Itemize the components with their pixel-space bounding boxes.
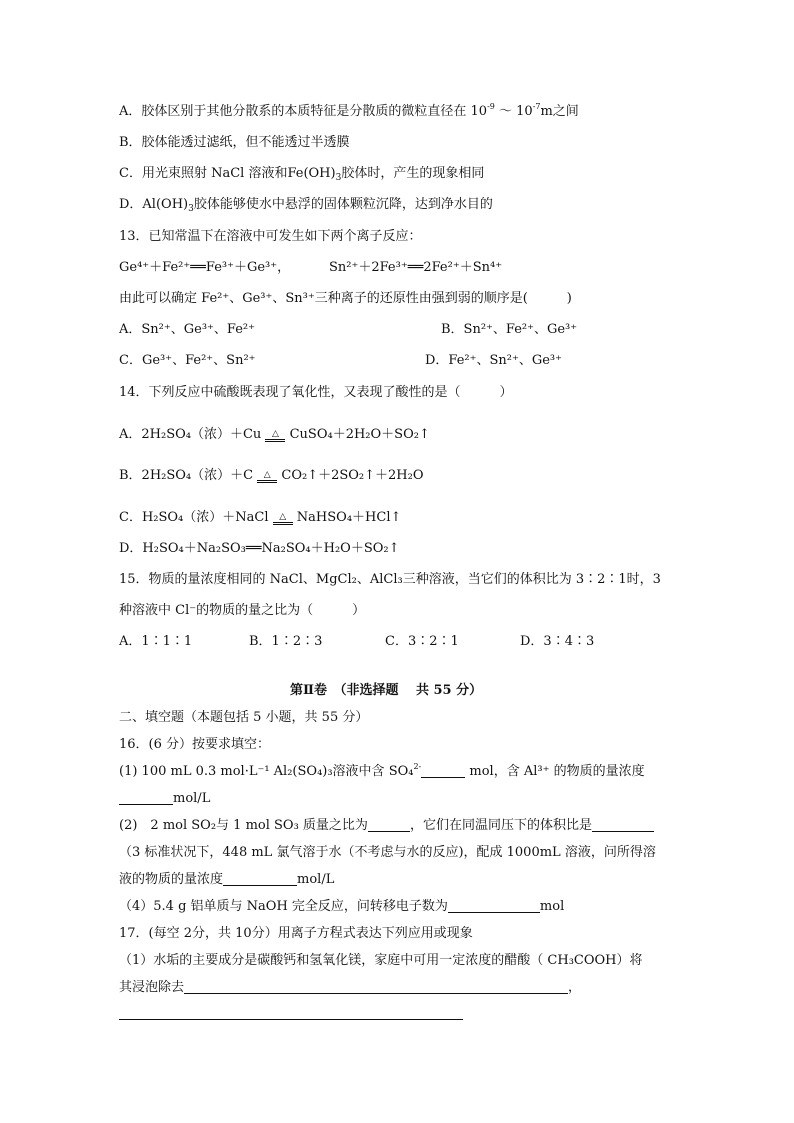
q17-part-1: （1）水垢的主要成分是碳酸钙和氢氧化镁，家庭中可用一定浓度的醋酸（ CH₃COOH）将: [119, 953, 643, 968]
q13-reaction-1: Ge⁴⁺＋Fe²⁺══Fe³⁺＋Ge³⁺，: [119, 260, 291, 275]
q14-option-c: C．H₂SO₄（浓）＋NaCl △ NaHSO₄＋HCl↑: [119, 510, 402, 525]
answer-blank[interactable]: [448, 898, 540, 913]
q13-option-c: C．Ge³⁺、Fe²⁺、Sn²⁺: [119, 353, 256, 368]
q14-option-b: B．2H₂SO₄（浓）＋C △ CO₂↑＋2SO₂↑＋2H₂O: [119, 468, 424, 483]
q14-stem: 14．下列反应中硫酸既表现了氧化性，又表现了酸性的是（ ）: [119, 385, 513, 400]
q15-stem-line-2: 种溶液中 Cl⁻的物质的量之比为（ ）: [119, 603, 366, 618]
answer-line[interactable]: [119, 1019, 463, 1020]
q16-stem: 16．(6 分）按要求填空：: [119, 737, 271, 752]
q17-stem: 17．(每空 2分，共 10分）用离子方程式表达下列应用或现象: [119, 926, 473, 941]
q16-part-1: (1) 100 mL 0.3 mol·L⁻¹ Al₂(SO₄)₃溶液中含 SO₄$^{2-}$ mol，含 Al³⁺ 的物质的量浓度: [119, 762, 645, 779]
exponent: -7: [532, 102, 541, 111]
q14-option-a: A．2H₂SO₄（浓）＋Cu △ CuSO₄＋2H₂O＋SO₂↑: [119, 427, 430, 442]
answer-blank[interactable]: [421, 763, 465, 778]
q13-option-b: B．Sn²⁺、Fe²⁺、Ge³⁺: [441, 322, 578, 337]
q15-stem-line-1: 15．物质的量浓度相同的 NaCl、MgCl₂、AlCl₃三种溶液，当它们的体积比为 3∶2∶1时，3: [119, 572, 661, 587]
heat-condition-mark: △: [257, 474, 277, 483]
heat-condition-mark: △: [273, 516, 293, 525]
q15-option-a: A．1∶1∶1: [119, 634, 193, 649]
q15-option-d: D．3∶4∶3: [520, 634, 595, 649]
q17-part-1-cont: 其浸泡除去 ，: [119, 980, 582, 995]
q15-option-b: B．1∶2∶3: [249, 634, 323, 649]
q13-reaction-2: Sn²⁺＋2Fe³⁺══2Fe²⁺＋Sn⁴⁺: [329, 260, 503, 275]
q13-stem: 13．已知常温下在溶液中可发生如下两个离子反应：: [119, 229, 422, 244]
part-2-title: 第Ⅱ卷 （非选择题 共 55 分）: [290, 683, 483, 698]
q16-part-3-cont: 液的物质的量浓度 mol/L: [119, 872, 335, 887]
q13-option-d: D．Fe²⁺、Sn²⁺、Ge³⁺: [425, 353, 563, 368]
heat-condition-mark: △: [265, 433, 285, 442]
q12-option-a: A．胶体区别于其他分散系的本质特征是分散质的微粒直径在 $10^{-9}$ ～ $10^{-7}m$之间: [119, 102, 579, 119]
answer-blank[interactable]: [184, 979, 568, 994]
q12-option-d: D．$Al(OH)_3$胶体能够使水中悬浮的固体颗粒沉降，达到净水目的: [119, 197, 493, 214]
exponent: -9: [487, 102, 495, 111]
answer-blank[interactable]: [119, 790, 173, 805]
q13-option-a: A．Sn²⁺、Ge³⁺、Fe²⁺: [119, 322, 255, 337]
answer-blank[interactable]: [368, 817, 410, 832]
q16-part-2: (2) 2 mol SO₂与 1 mol SO₃ 质量之比为 ，它们在同温同压下的体积比是: [119, 817, 654, 835]
q15-option-c: C．3∶2∶1: [385, 634, 459, 649]
answer-blank[interactable]: [223, 871, 297, 886]
answer-blank[interactable]: [592, 817, 654, 832]
q16-part-1-cont: mol/L: [119, 790, 210, 808]
q14-option-d: D．H₂SO₄＋Na₂SO₃══Na₂SO₄＋H₂O＋SO₂↑: [119, 541, 400, 556]
q16-part-3: （3 标准状况下，448 mL 氯气溶于水（不考虑与水的反应)，配成 1000mL 溶液，问所得溶: [119, 845, 656, 860]
q12-option-c: C．用光束照射 NaCl 溶液和$Fe(OH)_3$胶体时，产生的现象相同: [119, 166, 485, 183]
q13-question: 由此可以确定 Fe²⁺、Ge³⁺、Sn³⁺三种离子的还原性由强到弱的顺序是( ): [119, 291, 572, 306]
section-title: 二、填空题（本题包括 5 小题，共 55 分）: [119, 710, 369, 725]
q12-option-b: B．胶体能透过滤纸，但不能透过半透膜: [119, 135, 350, 150]
q16-part-4: （4）5.4 g 铝单质与 NaOH 完全反应，问转移电子数为 mol: [119, 899, 565, 914]
